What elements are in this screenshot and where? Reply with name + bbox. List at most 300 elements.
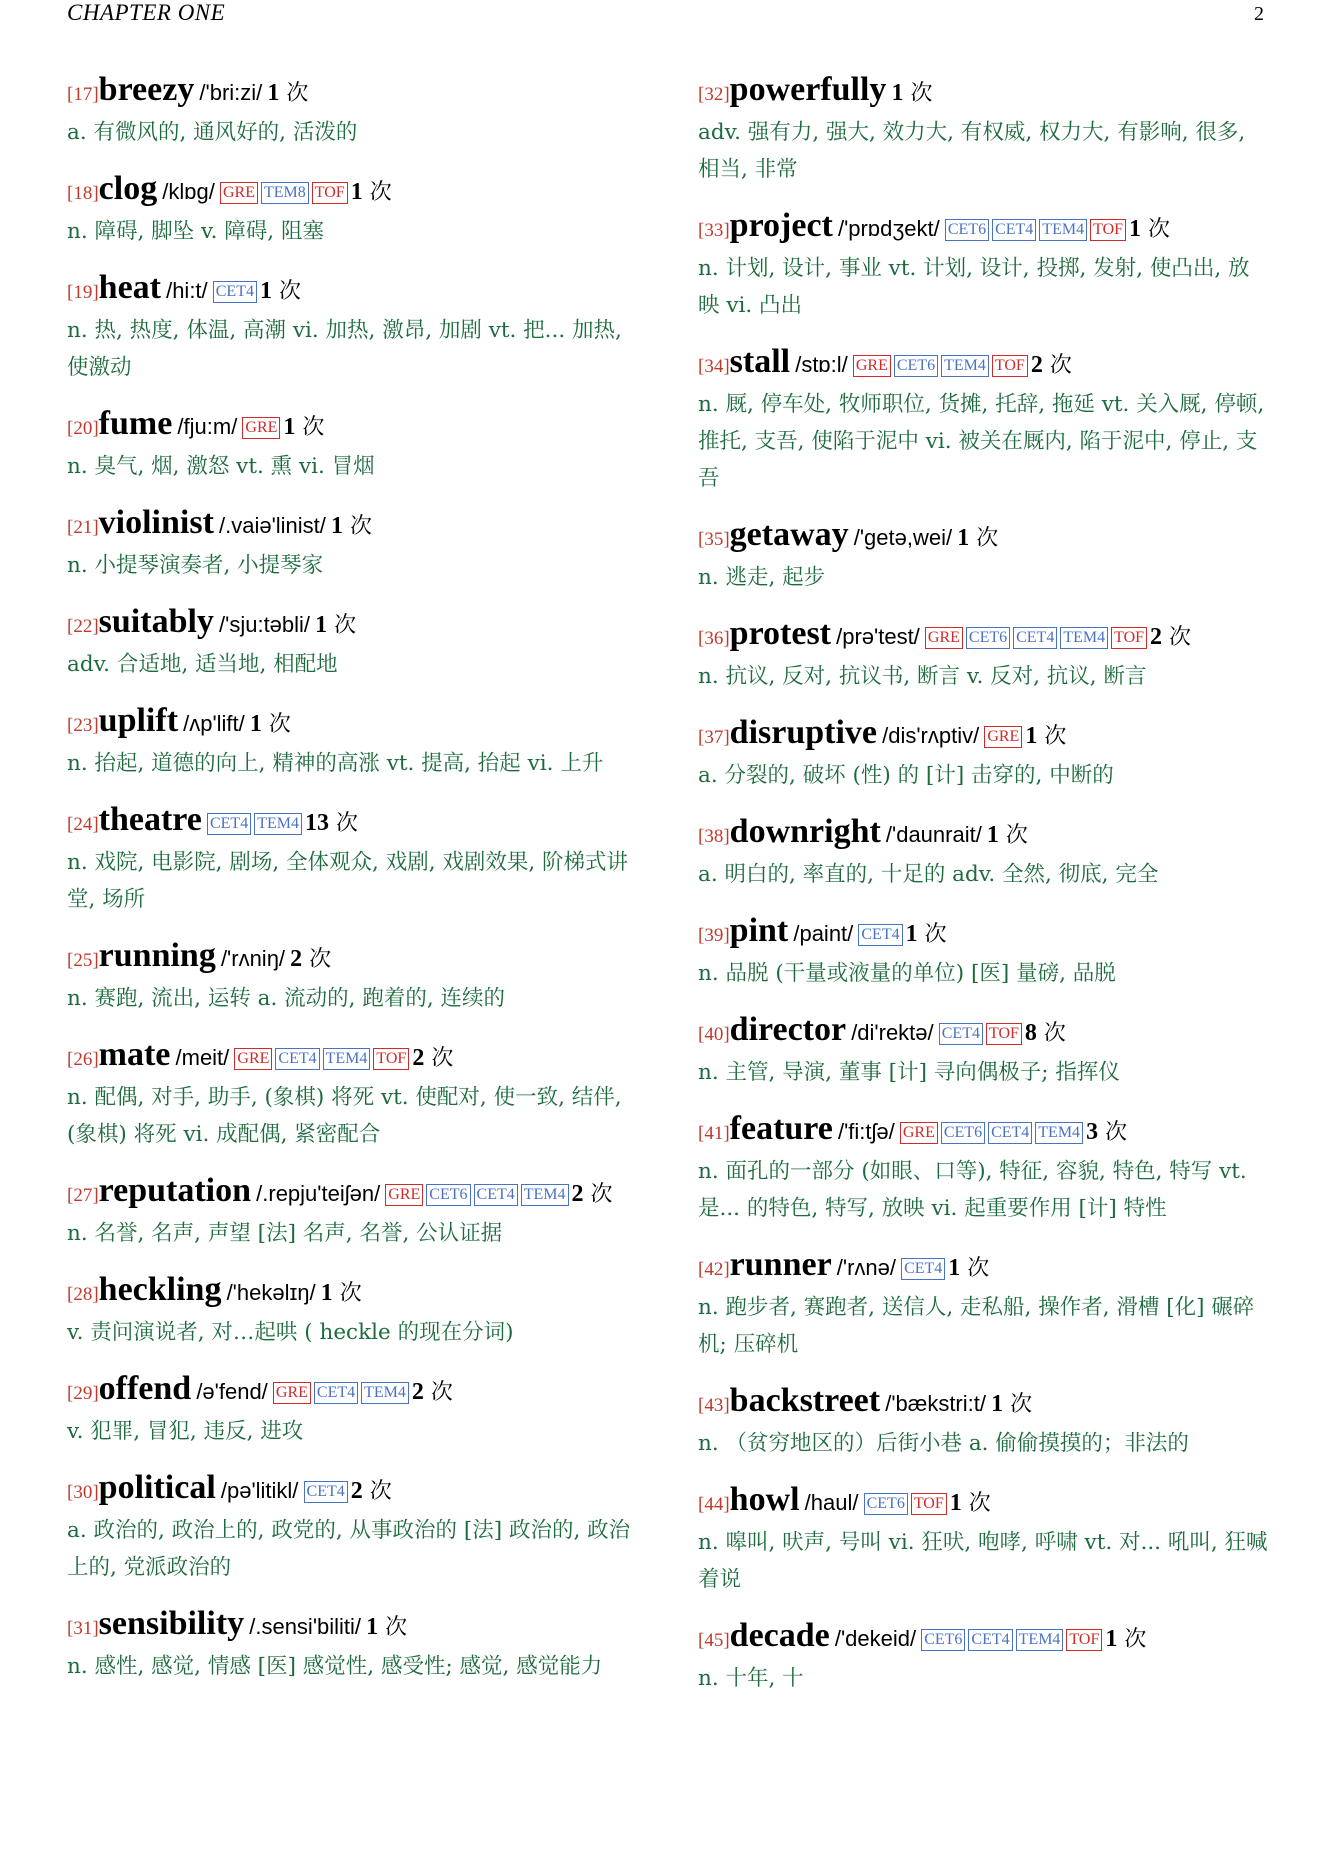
page-number: 2 (1254, 3, 1264, 25)
entry-headline (698, 616, 1270, 657)
exam-tag: TEM4 (941, 355, 989, 377)
entry-number: [30] (67, 1482, 99, 1503)
exam-tag: CET4 (988, 1122, 1032, 1144)
vocab-entry (698, 208, 1270, 324)
count-unit: 次 (924, 922, 947, 947)
headword: howl (729, 1481, 800, 1518)
entry-headline (67, 1470, 639, 1511)
exam-tag: TEM4 (1039, 219, 1087, 241)
entry-number: [34] (698, 356, 730, 377)
exam-tag: TEM4 (254, 813, 302, 835)
count-unit: 次 (302, 415, 325, 440)
frequency-count (572, 1182, 613, 1207)
entry-headline (67, 505, 639, 546)
exam-tag: TOF (312, 182, 348, 204)
definition: a. 政治的, 政治上的, 政党的, 从事政治的 [法] 政治的, 政治上的, 党派政治的 (67, 1518, 631, 1580)
exam-tag: CET4 (314, 1382, 358, 1404)
vocab-entry (698, 72, 1270, 188)
exam-tag: TOF (1111, 627, 1147, 649)
pronunciation: /meit/ (175, 1045, 230, 1070)
entry-number: [37] (698, 727, 730, 748)
vocab-entry (698, 1383, 1270, 1462)
count-unit: 次 (430, 1380, 453, 1405)
vocab-entry (67, 171, 639, 250)
pronunciation: /prə'test/ (836, 624, 920, 649)
entry-headline (67, 703, 639, 744)
vocab-entry (67, 703, 639, 782)
pronunciation: /di'rektə/ (851, 1020, 934, 1045)
exam-tag: CET4 (275, 1048, 319, 1070)
entry-number: [44] (698, 1494, 730, 1515)
vocab-entry (698, 1247, 1270, 1363)
frequency-count (366, 1615, 407, 1640)
vocab-entry (67, 1371, 639, 1450)
count-value: 2 (1030, 352, 1043, 378)
headword: suitably (98, 603, 214, 640)
entry-headline (67, 802, 639, 843)
entry-headline (698, 208, 1270, 249)
right-column (698, 72, 1270, 1717)
entry-headline (67, 270, 639, 311)
frequency-count (260, 279, 301, 304)
count-unit: 次 (339, 1281, 362, 1306)
frequency-count (250, 712, 291, 737)
entry-number: [36] (698, 628, 730, 649)
entry-number: [22] (67, 616, 99, 637)
entry-headline (698, 517, 1270, 558)
count-unit: 次 (976, 526, 999, 551)
entry-number: [39] (698, 925, 730, 946)
exam-tag: CET4 (858, 924, 902, 946)
pronunciation: /stɒ:l/ (795, 352, 848, 377)
vocab-entry (67, 406, 639, 485)
exam-tag: CET6 (921, 1629, 965, 1651)
headword: disruptive (729, 714, 878, 751)
count-value: 1 (1129, 216, 1142, 242)
count-value: 1 (891, 80, 904, 106)
count-unit: 次 (1105, 1120, 1128, 1145)
exam-tag: GRE (900, 1122, 938, 1144)
entry-number: [35] (698, 529, 730, 550)
headword: getaway (729, 516, 849, 553)
entry-headline (698, 1618, 1270, 1659)
count-value: 1 (1105, 1626, 1118, 1652)
entry-number: [27] (67, 1185, 99, 1206)
pronunciation: /ə'fend/ (196, 1379, 268, 1404)
vocab-entry (67, 802, 639, 918)
count-value: 1 (331, 513, 343, 539)
definition: n. 热, 热度, 体温, 高潮 vi. 加热, 激昂, 加剧 vt. 把... 加热, 使激动 (67, 318, 622, 380)
entry-headline (698, 1247, 1270, 1288)
entry-number: [24] (67, 814, 99, 835)
headword: protest (729, 615, 832, 652)
frequency-count (906, 922, 947, 947)
entry-headline (67, 1173, 639, 1214)
count-value: 1 (283, 414, 296, 440)
entry-headline (698, 1111, 1270, 1152)
exam-tag: GRE (385, 1184, 423, 1206)
frequency-count (290, 947, 331, 972)
exam-tag: GRE (273, 1382, 311, 1404)
frequency-count (351, 180, 392, 205)
entry-number: [32] (698, 84, 730, 105)
definition: n. 赛跑, 流出, 运转 a. 流动的, 跑着的, 连续的 (67, 986, 506, 1011)
count-value: 2 (1150, 624, 1163, 650)
headword: director (729, 1011, 847, 1048)
entry-number: [42] (698, 1259, 730, 1280)
pronunciation: /'fi:tʃə/ (837, 1119, 895, 1144)
vocab-entry (698, 715, 1270, 794)
vocab-entry (67, 270, 639, 386)
entry-number: [28] (67, 1284, 99, 1305)
exam-tag: TOF (911, 1493, 947, 1515)
definition: adv. 强有力, 强大, 效力大, 有权威, 权力大, 有影响, 很多, 相当, 非常 (698, 120, 1246, 182)
definition: n. 臭气, 烟, 激怒 vt. 熏 vi. 冒烟 (67, 454, 375, 479)
entry-headline (698, 814, 1270, 855)
definition: n. 逃走, 起步 (698, 565, 826, 590)
count-unit: 次 (590, 1182, 613, 1207)
count-unit: 次 (278, 279, 301, 304)
exam-tag: CET4 (992, 219, 1036, 241)
count-value: 2 (411, 1379, 424, 1405)
exam-tag: GRE (853, 355, 891, 377)
entry-headline (67, 72, 639, 113)
count-unit: 次 (369, 180, 392, 205)
count-value: 2 (350, 1478, 363, 1504)
frequency-count (331, 514, 372, 539)
pronunciation: /dis'rʌptiv/ (882, 723, 980, 748)
definition: n. 计划, 设计, 事业 vt. 计划, 设计, 投掷, 发射, 使凸出, 放映 vi. 凸出 (698, 256, 1250, 318)
frequency-count (991, 1392, 1032, 1417)
pronunciation: /'dekeid/ (834, 1626, 917, 1651)
headword: theatre (98, 801, 202, 838)
exam-tag: TOF (986, 1023, 1022, 1045)
definition: n. 小提琴演奏者, 小提琴家 (67, 553, 324, 578)
entry-headline (67, 406, 639, 447)
count-unit: 次 (335, 811, 358, 836)
count-unit: 次 (1169, 625, 1192, 650)
exam-tag: TEM4 (521, 1184, 569, 1206)
pronunciation: /haul/ (804, 1490, 859, 1515)
vocab-entry (698, 814, 1270, 893)
vocab-entry (698, 1482, 1270, 1598)
count-unit: 次 (1148, 217, 1171, 242)
exam-tag: CET6 (945, 219, 989, 241)
pronunciation: /ʌp'lift/ (183, 711, 245, 736)
exam-tag: CET6 (894, 355, 938, 377)
frequency-count (305, 811, 358, 836)
headword: project (729, 207, 833, 244)
exam-tag: CET6 (864, 1493, 908, 1515)
entry-number: [38] (698, 826, 730, 847)
definition: n. 配偶, 对手, 助手, (象棋) 将死 vt. 使配对, 使一致, 结伴, (象棋) 将死 vi. 成配偶, 紧密配合 (67, 1085, 622, 1147)
headword: breezy (98, 71, 195, 108)
entry-headline (698, 715, 1270, 756)
pronunciation: /'hekəlɪŋ/ (226, 1280, 316, 1305)
definition: n. 嗥叫, 吠声, 号叫 vi. 狂吠, 咆哮, 呼啸 vt. 对... 吼叫, 狂喊着说 (698, 1530, 1268, 1592)
entry-headline (698, 1012, 1270, 1053)
exam-tag: TEM4 (1016, 1629, 1064, 1651)
count-unit: 次 (309, 947, 332, 972)
count-unit: 次 (369, 1479, 392, 1504)
vocab-entry (67, 1606, 639, 1685)
frequency-count (1086, 1120, 1127, 1145)
headword: stall (729, 343, 791, 380)
count-unit: 次 (1043, 1021, 1066, 1046)
definition: a. 分裂的, 破坏 (性) 的 [计] 击穿的, 中断的 (698, 763, 1114, 788)
definition: n. 戏院, 电影院, 剧场, 全体观众, 戏剧, 戏剧效果, 阶梯式讲堂, 场所 (67, 850, 629, 912)
exam-tag: TEM4 (1035, 1122, 1083, 1144)
left-column (67, 72, 639, 1705)
headword: powerfully (729, 71, 887, 108)
entry-headline (698, 1383, 1270, 1424)
vocab-entry (698, 344, 1270, 497)
exam-tag: TEM4 (361, 1382, 409, 1404)
count-value: 1 (957, 525, 970, 551)
entry-number: [40] (698, 1024, 730, 1045)
count-unit: 次 (350, 514, 373, 539)
frequency-count (283, 415, 324, 440)
definition: n. 厩, 停车处, 牧师职位, 货摊, 托辞, 拖延 vt. 关入厩, 停顿, 推托, 支吾, 使陷于泥中 vi. 被关在厩内, 陷于泥中, 停止, 支吾 (698, 392, 1265, 491)
frequency-count (267, 81, 308, 106)
definition: a. 明白的, 率直的, 十足的 adv. 全然, 彻底, 完全 (698, 862, 1159, 887)
entry-number: [17] (67, 84, 99, 105)
headword: heckling (98, 1271, 222, 1308)
headword: violinist (98, 504, 214, 541)
pronunciation: /.sensi'biliti/ (249, 1614, 362, 1639)
pronunciation: /.vaiə'linist/ (219, 513, 326, 538)
count-unit: 次 (268, 712, 291, 737)
entry-headline (67, 1037, 639, 1078)
count-unit: 次 (910, 81, 933, 106)
entry-headline (698, 913, 1270, 954)
frequency-count (1150, 625, 1191, 650)
exam-tag: TOF (373, 1048, 409, 1070)
definition: n. 名誉, 名声, 声望 [法] 名声, 名誉, 公认证据 (67, 1221, 503, 1246)
headword: decade (729, 1617, 830, 1654)
headword: political (98, 1469, 216, 1506)
exam-tag: CET4 (213, 281, 257, 303)
headword: backstreet (729, 1382, 881, 1419)
count-unit: 次 (968, 1491, 991, 1516)
definition: n. （贫穷地区的）后街小巷 a. 偷偷摸摸的；非法的 (698, 1431, 1189, 1456)
count-unit: 次 (286, 81, 309, 106)
count-unit: 次 (1010, 1392, 1033, 1417)
definition: n. 十年, 十 (698, 1666, 804, 1691)
pronunciation: /fju:m/ (177, 414, 238, 439)
entry-headline (698, 1482, 1270, 1523)
pronunciation: /.repju'teiʃən/ (256, 1181, 381, 1206)
count-value: 1 (948, 1255, 961, 1281)
vocab-entry (67, 505, 639, 584)
headword: runner (729, 1246, 832, 1283)
vocab-entry (67, 72, 639, 151)
vocab-entry (698, 913, 1270, 992)
entry-number: [43] (698, 1395, 730, 1416)
frequency-count (1031, 353, 1072, 378)
exam-tag: GRE (234, 1048, 272, 1070)
headword: fume (98, 405, 173, 442)
headword: heat (98, 269, 161, 306)
count-value: 1 (249, 711, 262, 737)
exam-tag: GRE (242, 417, 280, 439)
exam-tag: TOF (1090, 219, 1126, 241)
count-value: 2 (290, 946, 303, 972)
definition: n. 障碍, 脚坠 v. 障碍, 阻塞 (67, 219, 324, 244)
entry-number: [33] (698, 220, 730, 241)
count-value: 1 (315, 612, 328, 638)
definition: v. 犯罪, 冒犯, 违反, 进攻 (67, 1419, 304, 1444)
definition: n. 品脱 (干量或液量的单位) [医] 量磅, 品脱 (698, 961, 1116, 986)
entry-headline (698, 72, 1270, 113)
vocab-entry (698, 1012, 1270, 1091)
pronunciation: /'rʌniŋ/ (220, 946, 286, 971)
pronunciation: /'bækstri:t/ (885, 1391, 986, 1416)
headword: mate (98, 1036, 171, 1073)
chapter-heading: CHAPTER ONE (67, 0, 226, 25)
frequency-count (948, 1256, 989, 1281)
count-value: 1 (350, 179, 363, 205)
exam-tag: TOF (1066, 1629, 1102, 1651)
vocab-entry (67, 604, 639, 683)
entry-headline (67, 1272, 639, 1313)
headword: clog (98, 170, 158, 207)
frequency-count (351, 1479, 392, 1504)
count-unit: 次 (431, 1046, 454, 1071)
entry-headline (67, 1606, 639, 1647)
frequency-count (957, 526, 998, 551)
frequency-count (950, 1491, 991, 1516)
entry-headline (67, 1371, 639, 1412)
vocab-entry (67, 1037, 639, 1153)
frequency-count (412, 1380, 453, 1405)
entry-number: [19] (67, 282, 99, 303)
frequency-count (321, 1281, 362, 1306)
frequency-count (1129, 217, 1170, 242)
count-value: 1 (320, 1280, 333, 1306)
definition: a. 有微风的, 通风好的, 活泼的 (67, 120, 358, 145)
exam-tag: GRE (984, 726, 1022, 748)
headword: downright (729, 813, 881, 850)
count-value: 2 (571, 1181, 584, 1207)
entry-number: [21] (67, 517, 99, 538)
definition: n. 抬起, 道德的向上, 精神的高涨 vt. 提高, 抬起 vi. 上升 (67, 751, 604, 776)
pronunciation: /'daunrait/ (885, 822, 982, 847)
count-value: 1 (986, 822, 999, 848)
count-unit: 次 (1049, 353, 1072, 378)
count-value: 1 (259, 278, 272, 304)
count-value: 1 (267, 80, 280, 106)
definition: n. 主管, 导演, 董事 [计] 寻向偶极子; 指挥仪 (698, 1060, 1120, 1085)
exam-tag: TEM4 (1060, 627, 1108, 649)
exam-tag: CET4 (939, 1023, 983, 1045)
entry-number: [29] (67, 1383, 99, 1404)
exam-tag: CET4 (304, 1481, 348, 1503)
count-value: 1 (991, 1391, 1004, 1417)
exam-tag: CET4 (968, 1629, 1012, 1651)
exam-tag: CET6 (941, 1122, 985, 1144)
entry-headline (67, 604, 639, 645)
pronunciation: /'prɒdʒekt/ (837, 216, 940, 241)
count-value: 1 (1025, 723, 1038, 749)
definition: n. 跑步者, 赛跑者, 送信人, 走私船, 操作者, 滑槽 [化] 碾碎机; 压碎机 (698, 1295, 1255, 1357)
pronunciation: /'getə,wei/ (853, 525, 953, 550)
entry-number: [18] (67, 183, 99, 204)
frequency-count (412, 1046, 453, 1071)
headword: running (98, 937, 216, 974)
vocab-entry (698, 616, 1270, 695)
exam-tag: CET6 (966, 627, 1010, 649)
vocab-entry (698, 517, 1270, 596)
pronunciation: /klɒg/ (162, 179, 215, 204)
count-unit: 次 (1044, 724, 1067, 749)
frequency-count (892, 81, 933, 106)
entry-headline (698, 344, 1270, 385)
pronunciation: /'sju:təbli/ (219, 612, 311, 637)
entry-number: [20] (67, 418, 99, 439)
headword: reputation (98, 1172, 252, 1209)
headword: sensibility (98, 1605, 245, 1642)
frequency-count (1025, 1021, 1066, 1046)
count-unit: 次 (967, 1256, 990, 1281)
count-value: 13 (304, 810, 329, 836)
entry-headline (67, 938, 639, 979)
headword: feature (729, 1110, 833, 1147)
pronunciation: /pə'litikl/ (220, 1478, 299, 1503)
count-value: 2 (412, 1045, 425, 1071)
headword: uplift (98, 702, 179, 739)
vocab-entry (698, 1618, 1270, 1697)
entry-number: [23] (67, 715, 99, 736)
entry-number: [31] (67, 1618, 99, 1639)
entry-headline (67, 171, 639, 212)
vocab-entry (67, 1272, 639, 1351)
exam-tag: TEM8 (261, 182, 309, 204)
definition: n. 感性, 感觉, 情感 [医] 感觉性, 感受性; 感觉, 感觉能力 (67, 1654, 603, 1679)
exam-tag: GRE (220, 182, 258, 204)
exam-tag: CET4 (901, 1258, 945, 1280)
frequency-count (1025, 724, 1066, 749)
vocab-entry (698, 1111, 1270, 1227)
pronunciation: /hi:t/ (166, 278, 208, 303)
entry-number: [25] (67, 950, 99, 971)
frequency-count (1105, 1627, 1146, 1652)
count-value: 1 (949, 1490, 962, 1516)
count-unit: 次 (1124, 1627, 1147, 1652)
entry-number: [41] (698, 1123, 730, 1144)
count-value: 1 (366, 1614, 379, 1640)
count-value: 3 (1086, 1119, 1099, 1145)
count-unit: 次 (334, 613, 357, 638)
exam-tag: CET4 (1013, 627, 1057, 649)
definition: adv. 合适地, 适当地, 相配地 (67, 652, 338, 677)
pronunciation: /'rʌnə/ (836, 1255, 896, 1280)
definition: v. 责问演说者, 对…起哄 ( heckle 的现在分词) (67, 1320, 514, 1345)
entry-number: [26] (67, 1049, 99, 1070)
exam-tag: CET4 (207, 813, 251, 835)
headword: pint (729, 912, 789, 949)
exam-tag: TEM4 (323, 1048, 371, 1070)
vocab-entry (67, 1470, 639, 1586)
entry-number: [45] (698, 1630, 730, 1651)
pronunciation: /'bri:zi/ (199, 80, 263, 105)
count-value: 8 (1024, 1020, 1037, 1046)
count-unit: 次 (1005, 823, 1028, 848)
frequency-count (987, 823, 1028, 848)
definition: n. 抗议, 反对, 抗议书, 断言 v. 反对, 抗议, 断言 (698, 664, 1147, 689)
exam-tag: CET6 (426, 1184, 470, 1206)
count-value: 1 (905, 921, 918, 947)
